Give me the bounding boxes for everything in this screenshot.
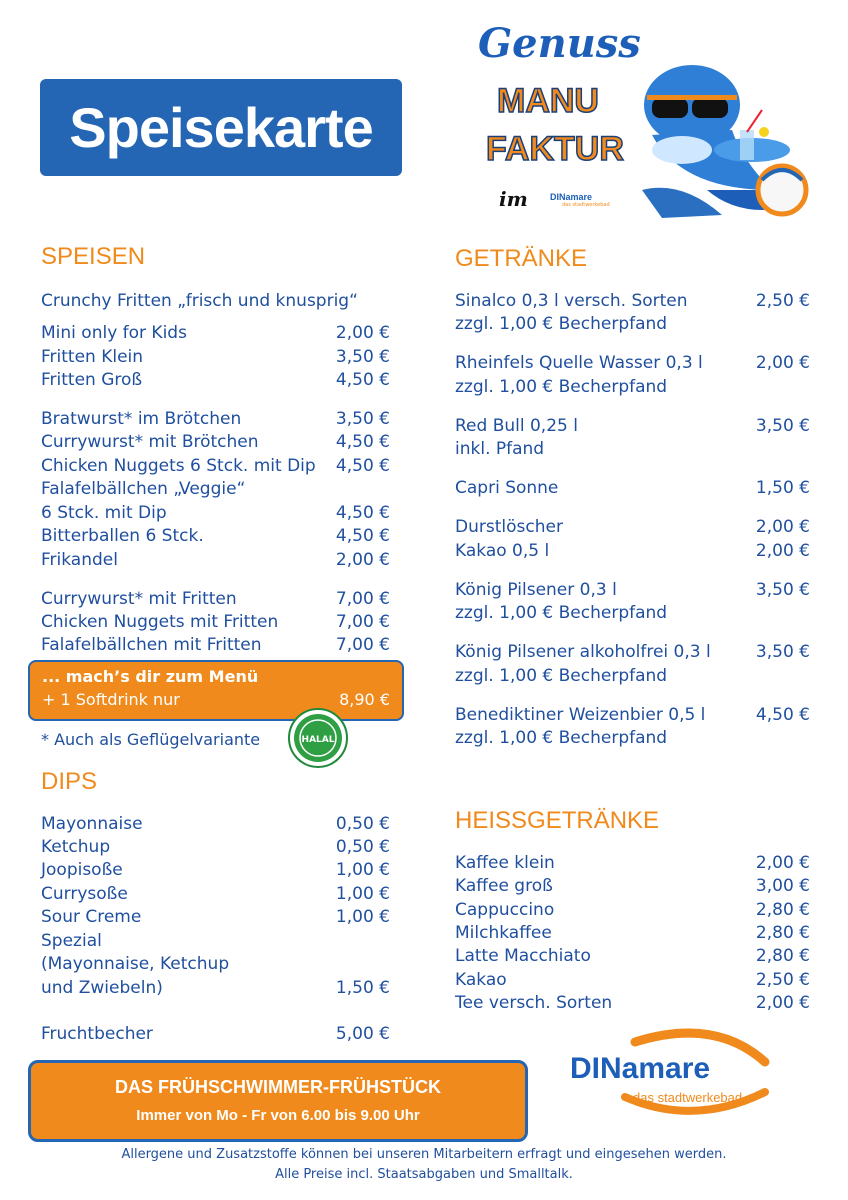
drink-item-name: zzgl. 1,00 € Becherpfand [455,728,668,748]
drink-item-name: zzgl. 1,00 € Becherpfand [455,603,668,623]
dinamare-sub: das stadtwerkebad [633,1090,743,1105]
title-banner [40,79,402,176]
hot-drink-price: 2,50 € [755,970,810,990]
dip-item-price: 1,00 € [335,860,390,880]
menu-item-price: 2,00 € [335,323,390,343]
menu-item-name: Currywurst* mit Fritten [41,589,237,609]
hot-drink-name: Kaffee groß [455,876,553,896]
drink-item-price: 3,50 € [755,642,810,662]
menu-item-name: Falafelbällchen „Veggie“ [41,479,246,499]
halal-badge-icon [288,708,348,768]
drink-item-price: 2,00 € [755,541,810,561]
drink-item-price: 4,50 € [755,705,810,725]
drink-item-name: inkl. Pfand [455,439,545,459]
menu-item-name: Frikandel [41,550,118,570]
menu-item-price: 3,50 € [335,347,390,367]
menu-item-name: Bitterballen 6 Stck. [41,526,204,546]
menu-item-name: Bratwurst* im Brötchen [41,409,242,429]
dip-item-price: 1,50 € [335,978,390,998]
drink-item-name: Capri Sonne [455,478,559,498]
hot-drink-name: Cappuccino [455,900,555,920]
logo-faktur-text: FAKTUR [486,130,624,168]
drink-item-price: 2,00 € [755,353,810,373]
menu-deal-line1: ... mach’s dir zum Menü [42,667,259,686]
drink-item-price: 2,50 € [755,291,810,311]
hot-drink-name: Kakao [455,970,507,990]
menu-item-price: 4,50 € [335,526,390,546]
menu-deal-price: 8,90 € [339,690,390,709]
menu-item-price: 4,50 € [335,456,390,476]
drink-item-name: zzgl. 1,00 € Becherpfand [455,666,668,686]
menu-item-name: Currywurst* mit Brötchen [41,432,259,452]
menu-item-name: Mini only for Kids [41,323,187,343]
logo-manu-text: MANU [497,82,599,120]
dip-item-name: Mayonnaise [41,814,143,834]
dips-heading: DIPS [41,768,98,795]
dip-item-price: 0,50 € [335,837,390,857]
hot-drink-price: 2,80 € [755,923,810,943]
dip-item-name: (Mayonnaise, Ketchup [41,954,230,974]
heiss-heading: HEISSGETRÄNKE [455,807,660,834]
menu-item-price: 4,50 € [335,503,390,523]
menu-item-price: 7,00 € [335,589,390,609]
menu-item-price: 2,00 € [335,550,390,570]
dip-item-price: 1,00 € [335,907,390,927]
dip-item-name: Currysoße [41,884,128,904]
drink-item-name: Kakao 0,5 l [455,541,550,561]
drink-item-price: 3,50 € [755,580,810,600]
dinamare-name: DINamare [570,1052,711,1085]
drink-item-name: König Pilsener alkoholfrei 0,3 l [455,642,711,662]
dolphin-mascot-icon [622,40,812,220]
dip-item-name: Ketchup [41,837,111,857]
hot-drink-name: Kaffee klein [455,853,555,873]
menu-item-price: 4,50 € [335,370,390,390]
logo-im-text: im [499,187,528,211]
hot-drink-price: 3,00 € [755,876,810,896]
hot-drink-price: 2,80 € [755,946,810,966]
drink-item-price: 1,50 € [755,478,810,498]
menu-item-price: 4,50 € [335,432,390,452]
dip-item-name: Joopisoße [41,860,123,880]
drink-item-name: Benediktiner Weizenbier 0,5 l [455,705,706,725]
mini-logo-name: DINamare [550,192,593,202]
mini-logo-sub: das stadtwerkebad [562,202,610,208]
menu-item-price: 7,00 € [335,612,390,632]
menu-item-name: 6 Stck. mit Dip [41,503,167,523]
logo-genuss-text: Genuss [478,20,641,67]
mini-dinamare-logo [550,192,622,220]
drink-item-name: Sinalco 0,3 l versch. Sorten [455,291,688,311]
menu-deal-line2: + 1 Softdrink nur [42,690,180,709]
menu-item-price: 3,50 € [335,409,390,429]
halal-label: HALAL [301,735,335,745]
hot-drink-price: 2,00 € [755,853,810,873]
drink-item-name: zzgl. 1,00 € Becherpfand [455,314,668,334]
menu-item-name: Chicken Nuggets 6 Stck. mit Dip [41,456,316,476]
getraenke-heading: GETRÄNKE [455,245,588,272]
dinamare-logo [565,1022,805,1132]
dip-item-name: Sour Creme [41,907,142,927]
dip-item-name: Spezial [41,931,102,951]
speisen-heading: SPEISEN [41,243,146,270]
drink-item-name: König Pilsener 0,3 l [455,580,617,600]
hot-drink-price: 2,80 € [755,900,810,920]
drink-item-price: 2,00 € [755,517,810,537]
hot-drink-name: Tee versch. Sorten [455,993,613,1013]
hot-drink-name: Latte Macchiato [455,946,591,966]
footer-prices: Alle Preise incl. Staatsabgaben und Smalltalk. [275,1167,573,1182]
drink-item-price: 3,50 € [755,416,810,436]
dip-item-price: 0,50 € [335,814,390,834]
poultry-note: * Auch als Geflügelvariante [41,730,261,749]
menu-item-price: 7,00 € [335,635,390,655]
footer-allergens: Allergene und Zusatzstoffe können bei unseren Mitarbeitern erfragt und eingesehen werden. [121,1147,727,1162]
drink-item-name: zzgl. 1,00 € Becherpfand [455,377,668,397]
drink-item-name: Red Bull 0,25 l [455,416,578,436]
dip-item-name: und Zwiebeln) [41,978,163,998]
drink-item-name: Rheinfels Quelle Wasser 0,3 l [455,353,703,373]
speisen-intro: Crunchy Fritten „frisch und knusprig“ [41,291,358,311]
page-title: Speisekarte [69,96,373,159]
drink-item-name: Durstlöscher [455,517,563,537]
hot-drink-name: Milchkaffee [455,923,552,943]
menu-item-name: Falafelbällchen mit Fritten [41,635,262,655]
menu-item-name: Fritten Klein [41,347,144,367]
dip-item-name: Fruchtbecher [41,1024,153,1044]
dip-item-price: 5,00 € [335,1024,390,1044]
dip-item-price: 1,00 € [335,884,390,904]
hot-drink-price: 2,00 € [755,993,810,1013]
breakfast-heading: DAS FRÜHSCHWIMMER-FRÜHSTÜCK [115,1077,441,1097]
menu-item-name: Fritten Groß [41,370,143,390]
menu-item-name: Chicken Nuggets mit Fritten [41,612,279,632]
breakfast-banner [28,1060,528,1142]
breakfast-times: Immer von Mo - Fr von 6.00 bis 9.00 Uhr [136,1107,420,1124]
